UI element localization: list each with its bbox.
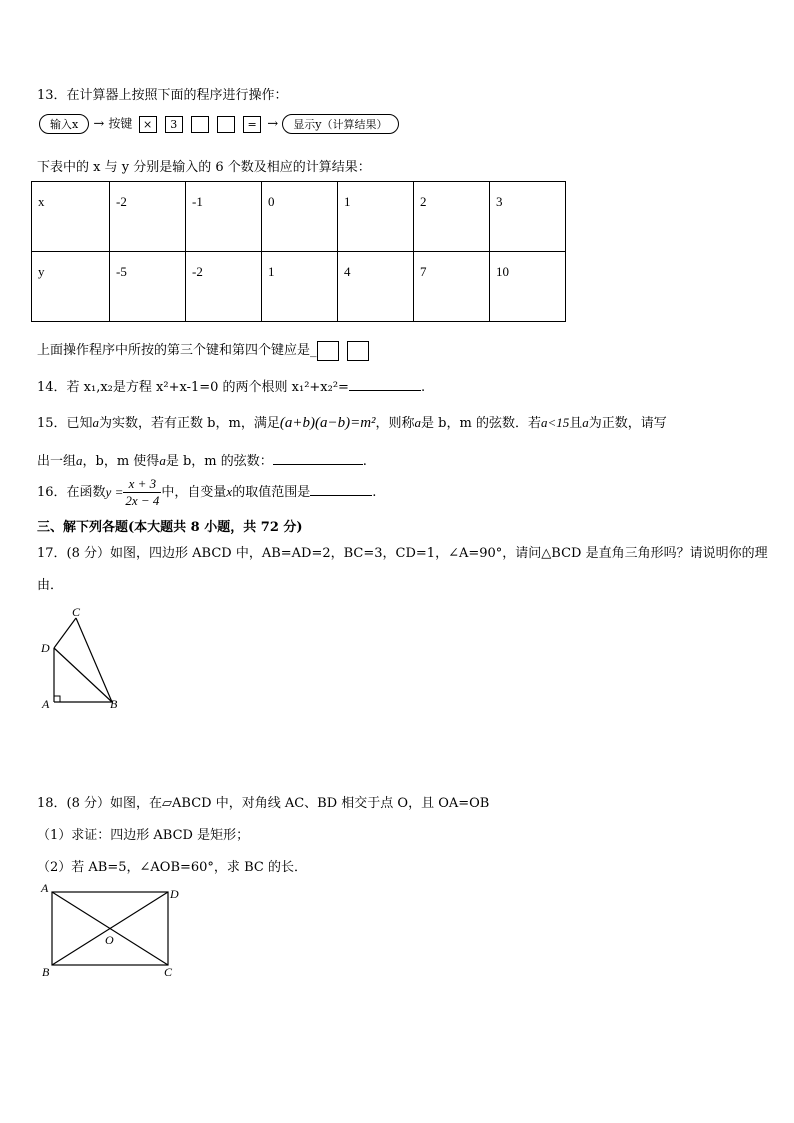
table-cell: 3 (490, 182, 566, 252)
var-x: x (226, 484, 233, 499)
var-a: a (414, 415, 422, 430)
q17-line2: 由． (37, 578, 64, 593)
q16-end: . (372, 485, 377, 500)
table-cell: -2 (110, 182, 186, 252)
q15-text: ，则称 (375, 416, 415, 431)
q16-text: 中，自变量 (161, 485, 227, 500)
table-cell: 1 (262, 252, 338, 322)
flow-arrow-1: → (93, 116, 105, 132)
q15-text: 出一组 (37, 454, 77, 469)
q16 (37, 476, 376, 509)
var-a: a (92, 415, 100, 430)
q15-line2 (37, 450, 367, 469)
q14-blank[interactable] (349, 390, 421, 391)
table-cell: x (32, 182, 110, 252)
q15-text: 是 b，m 的弦数： (165, 454, 273, 469)
key-eq: = (243, 116, 261, 133)
key-times: × (139, 116, 157, 133)
q17-figure (38, 606, 128, 716)
label-a: A (41, 881, 49, 895)
table-cell: -2 (186, 252, 262, 322)
frac-numerator: x + 3 (123, 476, 161, 493)
table-cell: y (32, 252, 110, 322)
table-cell: 4 (338, 252, 414, 322)
frac-denominator: 2x − 4 (125, 493, 160, 508)
q13-table-intro: 下表中的 x 与 y 分别是输入的 6 个数及相应的计算结果： (37, 160, 371, 175)
q14 (37, 376, 425, 395)
label-b: B (110, 697, 118, 711)
label-c: C (164, 965, 173, 979)
label-a: A (42, 697, 50, 711)
flow-arrow-2: → (267, 116, 279, 132)
q18-line3: （2）若 AB=5，∠AOB=60°，求 BC 的长． (37, 860, 307, 875)
q18-line2: （1）求证：四边形 ABCD 是矩形； (37, 828, 250, 843)
label-o: O (105, 933, 114, 947)
q15-text: 且 (569, 416, 583, 431)
q15-text: 为实数，若有正数 b，m，满足 (99, 416, 280, 431)
q15-condition: a<15 (540, 415, 570, 430)
table-cell: -1 (186, 182, 262, 252)
q18-line1: 18．(8 分）如图，在▱ABCD 中，对角线 AC、BD 相交于点 O，且 OA=OB (37, 796, 490, 811)
var-a: a (76, 453, 83, 468)
q16-fraction (123, 476, 161, 509)
q14-text: 14．若 x₁,x₂是方程 x²+x-1=0 的两个根则 x₁²+x₂²= (37, 380, 349, 395)
q16-text: 16．在函数 (37, 485, 106, 500)
xy-table (31, 181, 566, 322)
table-row (32, 182, 566, 252)
q15-text: 是 b，m 的弦数．若 (421, 416, 541, 431)
q15-text: 15．已知 (37, 416, 93, 431)
table-cell: 7 (414, 252, 490, 322)
label-d: D (41, 641, 50, 655)
key-3: 3 (165, 116, 183, 133)
q13-question-text: 上面操作程序中所按的第三个键和第四个键应是_ (37, 343, 317, 358)
q17-line1: 17．(8 分）如图，四边形 ABCD 中，AB=AD=2，BC=3，CD=1，∠A=90°，请问△BCD 是直角三角形吗？请说明你的理 (37, 546, 768, 561)
q13-flow (39, 114, 399, 134)
table-cell: 2 (414, 182, 490, 252)
key-blank-2 (217, 116, 235, 133)
input-x-oval: 输入x (39, 114, 89, 134)
q16-text: 的取值范围是 (232, 485, 311, 500)
table-cell: 10 (490, 252, 566, 322)
q16-y-eq: y = (105, 484, 124, 500)
keys-label: 按键 (108, 116, 133, 131)
output-y-oval: 显示y（计算结果） (282, 114, 398, 134)
label-d: D (170, 887, 179, 901)
q18-figure (38, 880, 188, 980)
q15-blank[interactable] (273, 464, 363, 465)
q15-text: ，b，m 使得 (82, 454, 160, 469)
label-c: C (72, 606, 81, 619)
q13-stem: 13．在计算器上按照下面的程序进行操作： (37, 88, 288, 103)
key-blank-1 (191, 116, 209, 133)
answer-box-2[interactable] (347, 341, 369, 361)
q14-end: . (420, 380, 426, 395)
answer-box-1[interactable] (317, 341, 339, 361)
table-cell: 1 (338, 182, 414, 252)
q15-equation: (a+b)(a−b)=m² (279, 415, 376, 431)
table-row (32, 252, 566, 322)
table-cell: 0 (262, 182, 338, 252)
label-b: B (42, 965, 50, 979)
q13-question (37, 339, 369, 361)
q15-end: . (362, 454, 367, 469)
var-a: a (582, 415, 589, 430)
section-3-heading: 三、解下列各题(本大题共 8 小题，共 72 分) (37, 520, 303, 535)
q15-line1 (37, 412, 667, 432)
table-cell: -5 (110, 252, 186, 322)
q15-text: 为正数，请写 (588, 416, 667, 431)
q16-blank[interactable] (310, 495, 372, 496)
var-a: a (159, 453, 166, 468)
